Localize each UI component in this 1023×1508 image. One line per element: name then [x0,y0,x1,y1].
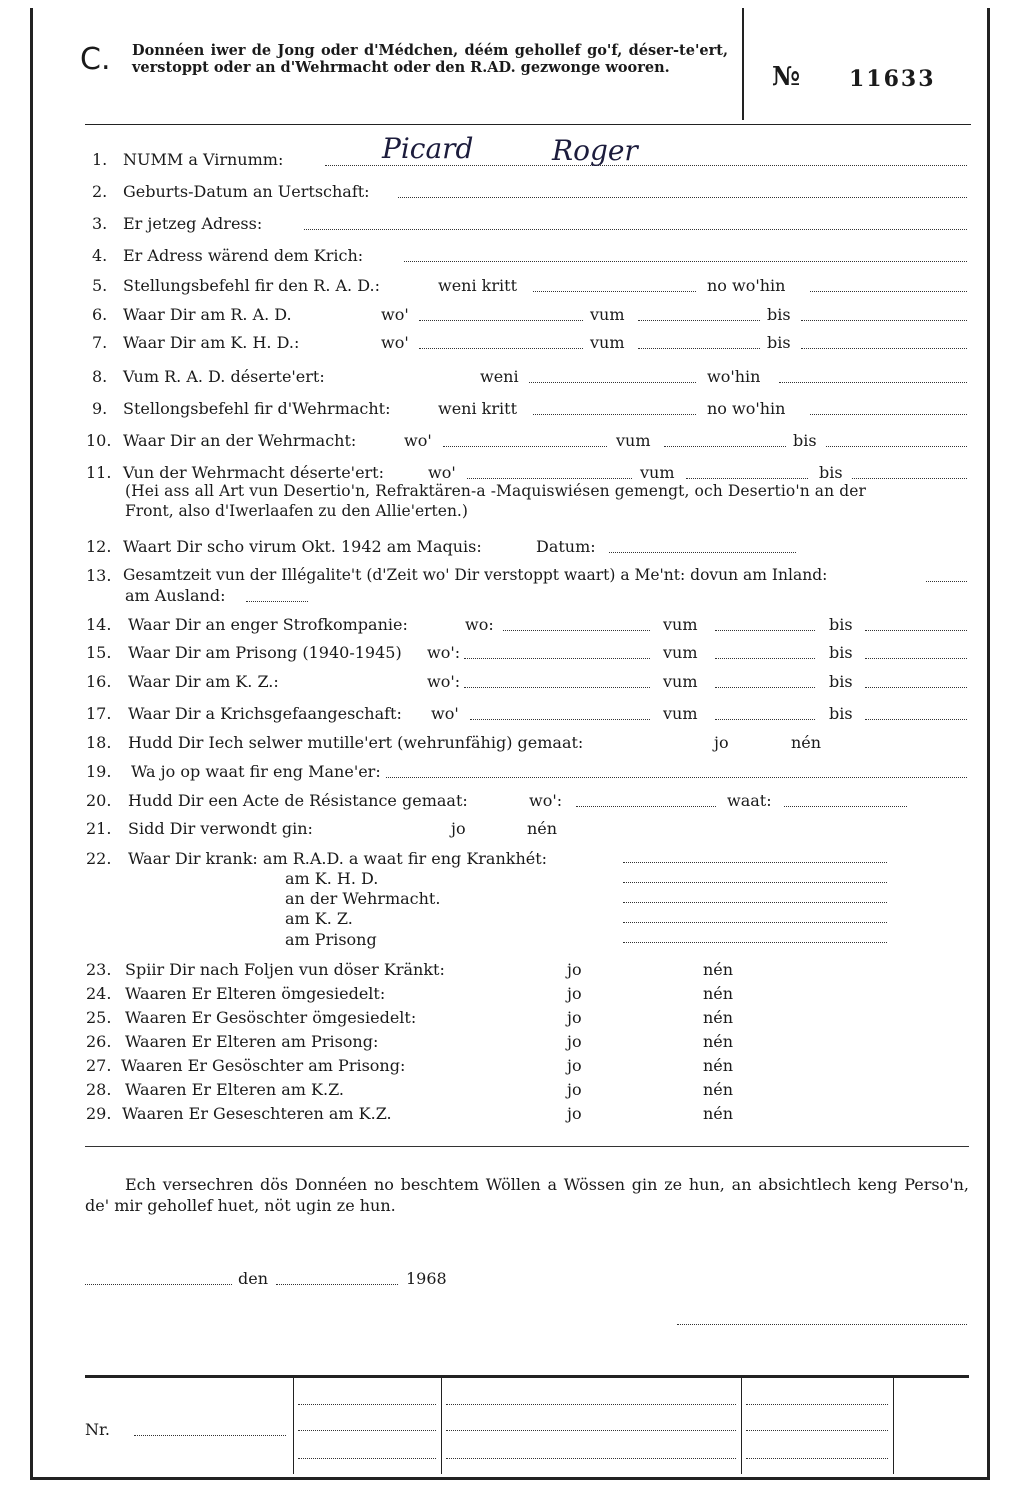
item-14-to-label: bis [829,615,853,634]
item-9-where-label: no wo'hin [707,399,786,418]
item-10-from-field[interactable] [664,446,786,447]
item-27-yes[interactable]: jo [567,1056,582,1075]
item-1-label: NUMM a Virnumm: [123,150,284,169]
item-9-where-field[interactable] [810,414,967,415]
item-6-number: 6. [92,305,108,324]
item-22-kz-field[interactable] [623,922,887,923]
footer-top-rule [85,1375,969,1378]
item-15-where-label: wo': [427,643,461,662]
item-6-from-field[interactable] [638,320,760,321]
item-4-label: Er Adress wärend dem Krich: [123,246,364,265]
item-9-when-label: weni kritt [438,399,517,418]
item-14-label: Waar Dir an enger Strofkompanie: [128,615,408,634]
item-8-label: Vum R. A. D. déserte'ert: [123,367,325,386]
item-7-label: Waar Dir am K. H. D.: [123,333,300,352]
item-8-where-label: wo'hin [707,367,761,386]
item-9-number: 9. [92,399,108,418]
footer-cell-3-line-2[interactable] [446,1430,736,1431]
item-18-number: 18. [86,733,112,752]
item-12-date-field[interactable] [609,552,796,553]
item-25-label: Waaren Er Gesöschter ömgesiedelt: [125,1008,417,1027]
item-9-when-field[interactable] [533,414,696,415]
footer-col-divider-2 [441,1378,442,1474]
item-6-where-label: wo' [381,305,409,324]
item-2-label: Geburts-Datum an Uertschaft: [123,182,370,201]
item-10-from-label: vum [616,431,651,450]
item-16-to-label: bis [829,672,853,691]
item-28-yes[interactable]: jo [567,1080,582,1099]
item-17-where-field[interactable] [470,719,650,720]
item-21-yes[interactable]: jo [451,819,466,838]
item-12-label: Waart Dir scho virum Okt. 1942 am Maquis: [123,537,482,556]
item-13-label: Gesamtzeit vun der Illégalite't (d'Zeit wo' Dir verstoppt waart) a Me'nt: dovun am Inland: [123,566,828,584]
footer-nr-label: Nr. [85,1420,110,1439]
item-29-no[interactable]: nén [703,1104,734,1123]
item-10-to-label: bis [793,431,817,450]
footer-cell-3-line-3[interactable] [446,1458,736,1459]
item-24-yes[interactable]: jo [567,984,582,1003]
item-27-no[interactable]: nén [703,1056,734,1075]
item-15-label: Waar Dir am Prisong (1940-1945) [128,643,402,662]
item-1-field[interactable] [325,165,967,166]
item-14-to-field[interactable] [865,630,967,631]
item-5-where-field[interactable] [810,291,967,292]
item-6-to-label: bis [767,305,791,324]
item-3-number: 3. [92,214,108,233]
item-20-where-label: wo': [529,791,563,810]
item-22-label: Waar Dir krank: am R.A.D. a waat fir eng Krankhét: [128,849,548,868]
item-27-number: 27. [86,1056,112,1075]
form-number: 11633 [849,66,936,92]
footer-nr-field[interactable] [134,1435,286,1436]
item-20-where-field[interactable] [576,806,716,807]
item-28-label: Waaren Er Elteren am K.Z. [125,1080,345,1099]
item-3-label: Er jetzeg Adress: [123,214,263,233]
item-22-wehrmacht-label: an der Wehrmacht. [285,889,441,908]
date-year: 1968 [406,1269,447,1288]
item-14-where-field[interactable] [503,630,650,631]
item-5-when-label: weni kritt [438,276,517,295]
item-11-to-label: bis [819,463,843,482]
item-15-from-field[interactable] [715,658,815,659]
item-10-number: 10. [86,431,112,450]
item-16-from-label: vum [663,672,698,691]
item-10-label: Waar Dir an der Wehrmacht: [123,431,357,450]
item-7-where-field[interactable] [419,348,583,349]
item-11-note-line-1: (Hei ass all Art vun Desertio'n, Refraktären-a -Maquiswiésen gemengt, och Desertio'n an der [125,482,867,500]
item-22-rad-field[interactable] [623,862,887,863]
place-field[interactable] [85,1284,232,1285]
item-20-number: 20. [86,791,112,810]
item-14-from-label: vum [663,615,698,634]
item-15-to-field[interactable] [865,658,967,659]
number-sign: № [772,62,801,92]
footer-cell-3-line-1[interactable] [446,1404,736,1405]
item-14-where-label: wo: [465,615,494,634]
item-4-field[interactable] [404,261,967,262]
item-7-from-label: vum [590,333,625,352]
item-7-to-field[interactable] [801,348,967,349]
item-11-from-field[interactable] [686,478,808,479]
item-24-no[interactable]: nén [703,984,734,1003]
footer-cell-4-line-2[interactable] [746,1430,888,1431]
item-22-kz-label: am K. Z. [285,909,353,928]
section-rule [85,1146,969,1147]
item-9-label: Stellongsbefehl fir d'Wehrmacht: [123,399,391,418]
item-16-number: 16. [86,672,112,691]
item-21-number: 21. [86,819,112,838]
item-5-where-label: no wo'hin [707,276,786,295]
item-14-from-field[interactable] [715,630,815,631]
item-15-to-label: bis [829,643,853,662]
item-23-yes[interactable]: jo [567,960,582,979]
item-25-number: 25. [86,1008,112,1027]
item-17-from-label: vum [663,704,698,723]
form-title: Donnéen iwer de Jong oder d'Médchen, déém gehollef go'f, déser-te'ert, verstoppt oder an d'Wehrmacht oder den R.AD. gezwonge wooren. [132,42,728,76]
item-25-no[interactable]: nén [703,1008,734,1027]
item-8-when-label: weni [480,367,519,386]
item-11-from-label: vum [640,463,675,482]
footer-col-divider-1 [293,1378,294,1474]
item-23-label: Spiir Dir nach Foljen vun döser Kränkt: [125,960,445,979]
item-19-label: Wa jo op waat fir eng Mane'er: [131,762,381,781]
item-26-yes[interactable]: jo [567,1032,582,1051]
item-23-no[interactable]: nén [703,960,734,979]
item-11-to-field[interactable] [852,478,967,479]
item-5-number: 5. [92,276,108,295]
date-den-label: den [238,1269,269,1288]
item-5-when-field[interactable] [533,291,696,292]
footer-cell-2-line-3[interactable] [298,1458,436,1459]
item-16-to-field[interactable] [865,687,967,688]
item-28-no[interactable]: nén [703,1080,734,1099]
item-23-number: 23. [86,960,112,979]
item-8-number: 8. [92,367,108,386]
item-22-wehrmacht-field[interactable] [623,902,887,903]
item-27-label: Waaren Er Gesöschter am Prisong: [121,1056,406,1075]
form-letter: C. [80,42,111,77]
item-26-no[interactable]: nén [703,1032,734,1051]
handwritten-firstname: Roger [552,134,638,167]
item-6-label: Waar Dir am R. A. D. [123,305,292,324]
item-20-what-label: waat: [727,791,772,810]
footer-cell-2-line-2[interactable] [298,1430,436,1431]
header-rule [85,124,971,125]
item-18-no[interactable]: nén [791,733,822,752]
footer-cell-2-line-1[interactable] [298,1404,436,1405]
item-6-from-label: vum [590,305,625,324]
item-21-no[interactable]: nén [527,819,558,838]
footer-col-divider-3 [741,1378,742,1474]
item-7-number: 7. [92,333,108,352]
item-19-number: 19. [86,762,112,781]
item-15-where-field[interactable] [464,658,650,659]
item-25-yes[interactable]: jo [567,1008,582,1027]
handwritten-surname: Picard [382,132,474,165]
item-11-where-field[interactable] [467,478,632,479]
item-26-label: Waaren Er Elteren am Prisong: [125,1032,379,1051]
item-15-from-label: vum [663,643,698,662]
declaration-text: Ech versechren dös Donnéen no beschtem Wöllen a Wössen gin ze hun, an absichtlech keng Perso'n, de' mir gehollef huet, nöt ugin ze hun. [85,1175,969,1215]
footer-cell-4-line-1[interactable] [746,1404,888,1405]
header-divider [742,8,744,120]
item-15-number: 15. [86,643,112,662]
item-18-yes[interactable]: jo [714,733,729,752]
item-11-note-line-2: Front, also d'Iwerlaafen zu den Allie'erten.) [125,502,468,520]
item-5-label: Stellungsbefehl fir den R. A. D.: [123,276,380,295]
item-13-abroad-label: am Ausland: [125,586,226,605]
item-10-to-field[interactable] [826,446,967,447]
item-6-where-field[interactable] [419,320,583,321]
item-7-from-field[interactable] [638,348,760,349]
item-29-label: Waaren Er Geseschteren am K.Z. [122,1104,392,1123]
item-11-label: Vun der Wehrmacht déserte'ert: [123,463,384,482]
footer-cell-4-line-3[interactable] [746,1458,888,1459]
item-19-field[interactable] [386,777,967,778]
item-13-abroad-field[interactable] [246,601,308,602]
item-22-prisong-label: am Prisong [285,930,377,949]
item-29-number: 29. [86,1104,112,1123]
item-2-number: 2. [92,182,108,201]
item-17-number: 17. [86,704,112,723]
item-6-to-field[interactable] [801,320,967,321]
item-22-khd-label: am K. H. D. [285,869,379,888]
item-12-number: 12. [86,537,112,556]
item-11-where-label: wo' [428,463,456,482]
item-11-number: 11. [86,463,112,482]
item-10-where-label: wo' [404,431,432,450]
item-4-number: 4. [92,246,108,265]
item-3-field[interactable] [304,229,967,230]
item-21-label: Sidd Dir verwondt gin: [128,819,313,838]
item-17-from-field[interactable] [715,719,815,720]
item-17-where-label: wo' [431,704,459,723]
item-22-prisong-field[interactable] [623,942,887,943]
item-13-inland-field[interactable] [926,581,967,582]
item-24-number: 24. [86,984,112,1003]
item-14-number: 14. [86,615,112,634]
item-2-field[interactable] [398,197,967,198]
item-13-number: 13. [86,566,112,585]
item-16-label: Waar Dir am K. Z.: [128,672,279,691]
item-20-label: Hudd Dir een Acte de Résistance gemaat: [128,791,468,810]
item-22-khd-field[interactable] [623,882,887,883]
item-16-from-field[interactable] [715,687,815,688]
footer-col-divider-4 [893,1378,894,1474]
item-20-what-field[interactable] [784,806,907,807]
item-26-number: 26. [86,1032,112,1051]
item-16-where-label: wo': [427,672,461,691]
item-17-to-field[interactable] [865,719,967,720]
item-22-number: 22. [86,849,112,868]
item-29-yes[interactable]: jo [567,1104,582,1123]
signature-field[interactable] [677,1324,967,1325]
item-1-number: 1. [92,150,108,169]
item-8-where-field[interactable] [779,382,967,383]
item-10-where-field[interactable] [443,446,607,447]
item-17-label: Waar Dir a Krichsgefaangeschaft: [128,704,402,723]
item-12-date-label: Datum: [536,537,596,556]
item-8-when-field[interactable] [529,382,696,383]
item-7-where-label: wo' [381,333,409,352]
date-field[interactable] [276,1284,398,1285]
item-16-where-field[interactable] [464,687,650,688]
item-28-number: 28. [86,1080,112,1099]
item-17-to-label: bis [829,704,853,723]
item-18-label: Hudd Dir Iech selwer mutille'ert (wehrunfähig) gemaat: [128,733,584,752]
item-7-to-label: bis [767,333,791,352]
item-24-label: Waaren Er Elteren ömgesiedelt: [125,984,386,1003]
